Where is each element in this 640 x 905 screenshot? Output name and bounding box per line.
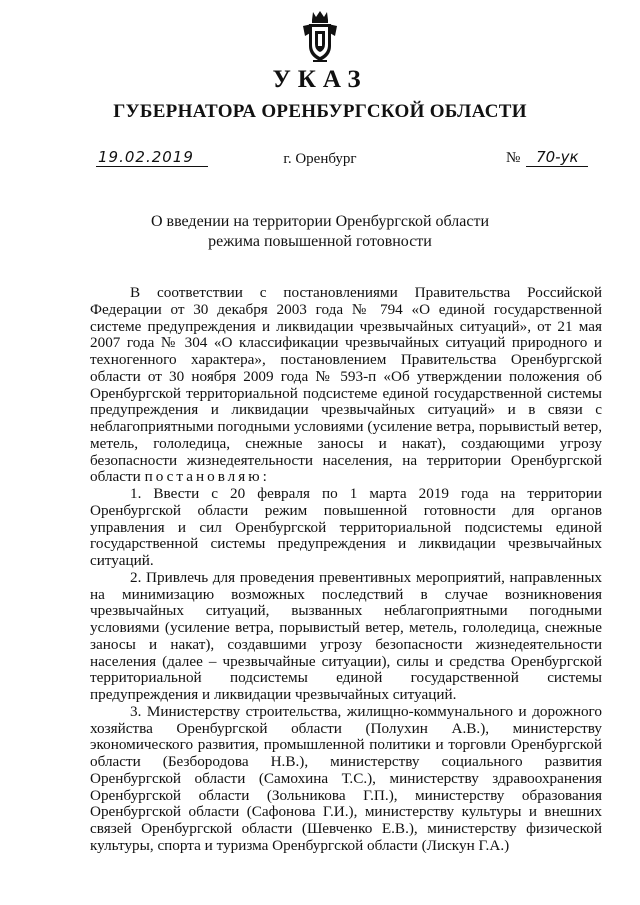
- preamble-text: В соответствии с постановлениями Правительства Российской Федерации от 30 декабря 2003 года № 794 «О единой государственной системе предупреждения и ликвидации чрезвычайных ситуаций», от 21 мая 2007 года № 304 «О классификации чрезвычайных ситуаций природного и техногенного характера», постановлением Правительства Оренбургской области от 30 ноября 2009 года № 593-п «Об утверждении положения об Оренбургской территориальной подсистеме единой государственной системы предупреждения и ликвидации чрезвычайных ситуаций» и в связи с неблагоприятными погодными условиями (усиление ветра, порывистый ветер, метель, гололедица, снежные заносы и накат), создающими угрозу безопасности жизнедеятельности населения, на территории Оренбургской области: [90, 284, 602, 486]
- heading-line-1: О введении на территории Оренбургской области: [150, 213, 490, 230]
- item-2-paragraph: 2. Привлечь для проведения превентивных мероприятий, направленных на минимизацию возможных последствий в случае возникновения чрезвычайных ситуаций, вызванных неблагоприятными погодными условиями (усиление ветра, порывистый ветер, метель, гололедица, снежные заносы и накат), создавшими угрозу безопасности жизнедеятельности населения (далее – чрезвычайные ситуации), силы и средства Оренбургской территориальной подсистемы единой государственной системы предупреждения и ликвидации чрезвычайных ситуаций.: [90, 568, 602, 703]
- item-3-paragraph: 3. Министерству строительства, жилищно-коммунального и дорожного хозяйства Оренбургской области (Полухин А.В.), министерству экономического развития, промышленной политики и торговли Оренбургской области (Безбородова Н.В.), министерству социального развития Оренбургской области (Самохина Т.С.), министерству здравоохранения Оренбургской области (Зольникова Г.П.), министерству образования Оренбургской области (Сафонова Г.И.), министерству культуры и внешних связей Оренбургской области (Шевченко Е.В.), министерству физической культуры, спорта и туризма Оренбургской области (Лискун Г.А.): [90, 702, 602, 854]
- document-title: УКАЗ: [272, 66, 368, 93]
- number-sign: №: [506, 150, 521, 166]
- heading-line-2: режима повышенной готовности: [208, 233, 432, 250]
- document-body: [90, 285, 602, 855]
- document-heading: [0, 212, 640, 252]
- number-value: 70-ук: [526, 148, 588, 167]
- coat-of-arms-icon: [301, 10, 339, 64]
- document-city: г. Оренбург: [283, 151, 357, 167]
- document-date: 19.02.2019: [96, 148, 208, 167]
- preamble-paragraph: [90, 285, 602, 486]
- decree-word: постановляю:: [144, 468, 270, 486]
- item-1-paragraph: 1. Ввести с 20 февраля по 1 марта 2019 года на территории Оренбургской области режим повышенной готовности для органов управления и сил Оренбургской территориальной подсистемы единой государственной системы предупреждения и ликвидации чрезвычайных ситуаций.: [90, 485, 602, 569]
- document-subtitle: ГУБЕРНАТОРА ОРЕНБУРГСКОЙ ОБЛАСТИ: [113, 101, 527, 122]
- document-number: [506, 148, 588, 167]
